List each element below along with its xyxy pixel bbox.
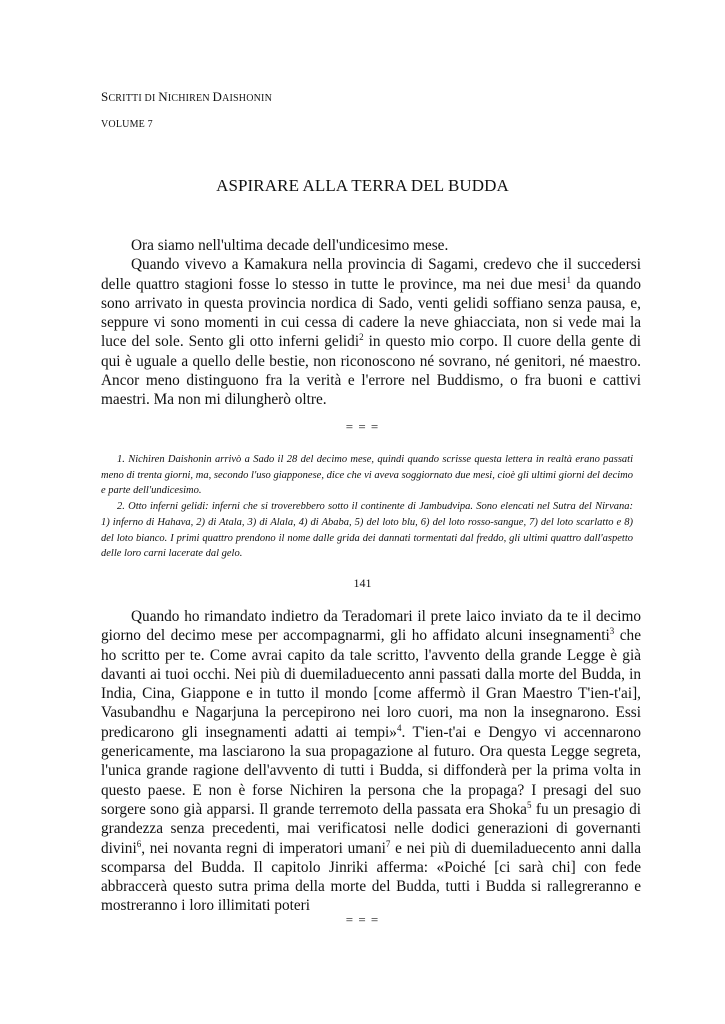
paragraph-3-part-f: e nei più di duemiladuecento anni dalla scomparsa del Budda. Il capitolo Jinriki afferma: «Poiché [ci sarà chi] con fede abbraccerà questo sutra prima della morte del Budda, tutti i Budda si rallegreranno e mostreranno i loro illimitati poteri bbox=[101, 839, 642, 915]
footnote-1: 1. Nichiren Daishonin arrivò a Sado il 28 del decimo mese, quindi quando scrisse questa lettera in realtà erano passati meno di trenta giorni, ma, secondo l'uso giapponese, dice che vi aveva soggiornato due mesi, cioè gli ultimi giorni del decimo e parte dell'undicesimo. bbox=[101, 454, 633, 497]
footnote-ref-1[interactable]: 1 bbox=[566, 274, 572, 285]
paragraph-3-part-a: Quando ho rimandato indietro da Teradomari il prete laico inviato da te il decimo giorno del decimo mese per accompagnarmi, gli ho affidato alcuni insegnamenti bbox=[101, 608, 641, 645]
paragraph-1: Ora siamo nell'ultima decade dell'undicesimo mese. bbox=[131, 237, 449, 254]
footnote-ref-7[interactable]: 7 bbox=[385, 838, 391, 849]
paragraph-3 bbox=[101, 607, 641, 916]
section-separator-2: = = = bbox=[345, 912, 380, 927]
footnote-ref-6[interactable]: 6 bbox=[136, 838, 142, 849]
paragraph-2-part-b: da quando sono arrivato in questa provincia nordica di Sado, venti gelidi soffiano senza pausa, e, seppure vi sono momenti in cui cessa di cadere la neve ghiacciata, non si vede mai la luce del sole. Sento gli otto inferni gelidi bbox=[101, 275, 641, 351]
footnote-ref-4[interactable]: 4 bbox=[396, 722, 402, 733]
paragraph-2-part-c: in questo mio corpo. Il cuore della gente di qui è uguale a quello delle bestie, non riconoscono né sovrano, né genitori, né maestro. Ancor meno distinguono fra la verità e l'errore nel Buddismo, o fra buoni e cattivi maestri. Ma non mi dilungherò oltre. bbox=[101, 333, 641, 409]
footnote-ref-5[interactable]: 5 bbox=[526, 799, 532, 810]
page-number: 141 bbox=[353, 576, 372, 590]
body-section-2 bbox=[101, 607, 641, 916]
footnote-ref-2[interactable]: 2 bbox=[359, 332, 364, 343]
footnote-2: 2. Otto inferni gelidi: inferni che si troverebbero sotto il continente di Jambudvipa. Sono elencati nel Sutra del Nirvana: 1) inferno di Hahava, 2) di Atala, 3) di Alala, 4) di Ababa, 5) del loto blu, 6) del loto rosso-sangue, 7) del loto scarlatto e 8) del loto bianco. I primi quattro prendono il nome dalle grida dei dannati tormentati dal freddo, gli ultimi quattro dall'aspetto delle loro carni lacerate dal gelo. bbox=[101, 501, 633, 560]
footnotes bbox=[101, 452, 633, 562]
document-title: ASPIRARE ALLA TERRA DEL BUDDA bbox=[216, 176, 509, 195]
paragraph-3-part-b: che ho scritto per te. Come avrai capito da tale scritto, l'avvento della grande Legge è già davanti ai tuoi occhi. Nei più di duemiladuecento anni passati dalla morte del Budda, in India, Cina, Giappone e in tutto il mondo [come affermò il Gran Maestro T'ien-t'ai], Vasubandhu e Nagarjuna la percepirono nei loro cuori, ma non la insegnarono. Essi predicarono gli insegnamenti adatti ai tempi» bbox=[101, 627, 641, 741]
paragraph-2-part-a: Quando vivevo a Kamakura nella provincia di Sagami, credevo che il succedersi delle quattro stagioni fosse lo stesso in tutte le province, ma nei due mesi bbox=[101, 256, 641, 293]
series-title: SCRITTI DI NICHIREN DAISHONIN bbox=[101, 89, 272, 104]
paragraph-3-part-c: . T'ien-t'ai e Dengyo vi accennarono genericamente, ma lasciarono la sua propagazione al futuro. Ora questa Legge segreta, l'unica grande ragione dell'avvento di tutti i Budda, si diffonderà per la prima volta in questo paese. E non è forse Nichiren la persona che la propaga? I presagi del suo sorgere sono già apparsi. Il grande terremoto della passata era Shoka bbox=[101, 723, 642, 818]
paragraph-3-part-e: , nei novanta regni di imperatori umani bbox=[141, 839, 386, 857]
footnote-ref-3[interactable]: 3 bbox=[609, 626, 615, 637]
paragraph-3-part-d: fu un presagio di grandezza senza precedenti, mai verificatosi nelle dodici generazioni di governanti divini bbox=[101, 800, 641, 857]
body-section-1 bbox=[101, 236, 641, 410]
paragraph-2 bbox=[101, 255, 641, 409]
section-separator-1: = = = bbox=[345, 419, 380, 434]
volume-label: VOLUME 7 bbox=[101, 119, 153, 130]
